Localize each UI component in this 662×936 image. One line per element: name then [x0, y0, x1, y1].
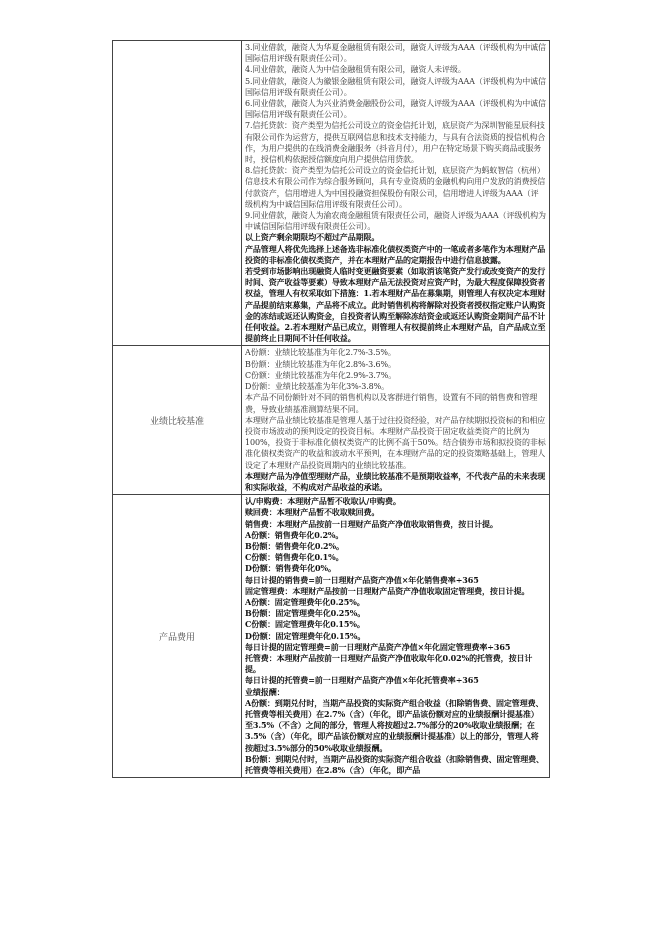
product-terms-table: [112, 40, 550, 778]
paragraph: D份额：业绩比较基准为年化3%-3.8%。: [245, 382, 390, 392]
paragraph: 4.同业借款，融资人为中信金融租赁有限公司，融资人未评级。: [245, 65, 466, 75]
paragraph: 本理财产品为净值型理财产品，业绩比较基准不是预期收益率，不代表产品的未来表现和实际收益，不构成对产品收益的承诺。: [245, 470, 546, 492]
paragraph: 以上资产剩余期限均不超过产品期限。: [245, 232, 380, 243]
paragraph: 固定管理费：本理财产品按前一日理财产品资产净值收取固定管理费，按日计提。: [245, 585, 530, 596]
paragraph: 认/申购费：本理财产品暂不收取认/申购费。: [245, 496, 401, 507]
paragraph: B份额：到期兑付时，当期产品投资的实际资产组合收益（扣除销售费、固定管理费、托管费等相关费用）在2.8%（含）（年化，即产品: [245, 753, 544, 775]
paragraph: 销售费：本理财产品按前一日理财产品资产净值收取销售费，按日计提。: [245, 518, 498, 529]
paragraph: 业绩报酬：: [245, 686, 285, 697]
paragraph: B份额：固定管理费年化0.25%。: [245, 608, 366, 619]
paragraph: C份额：业绩比较基准为年化2.9%-3.7%。: [245, 370, 397, 380]
paragraph: 每日计提的销售费=前一日理财产品资产净值×年化销售费率÷365: [245, 574, 479, 585]
paragraph: 8.信托贷款：资产类型为信托公司设立的资金信托计划，底层资产为蚂蚁智信（杭州）信息技术有限公司作为综合服务顾问，具有专业资质的金融机构向用户发放的消费授信付款资产，信用增进人为中国投融资担保股份有限公司，信用增进人评级为AAA（评级机构为中诚信国际信用评级有限责任公司）。: [245, 166, 546, 209]
paragraph: 本理财产品业绩比较基准是管理人基于过往投资经验，对产品存续期拟投资标的和相应投资市场波动的预判设定的投资目标。本理财产品投资于固定收益类资产的比例为100%，投资于非标准化债权类资产的比例不高于50%。结合债券市场和拟投资的非标准化债权类资产的收益和波动水平预判，在本理财产品的定的投资策略基础上，管理人设定了本理财产品投资周期内的业绩比较基准。: [245, 415, 546, 470]
paragraph: 9.同业借款，融资人为渝农商金融租赁有限责任公司，融资人评级为AAA（评级机构为中诚信国际信用评级有限责任公司）。: [245, 211, 546, 232]
table-row: [113, 41, 550, 346]
row-content: [242, 495, 550, 778]
paragraph: 若受到市场影响出现融资人临时变更融资要素（如取消该笔资产发行或改变资产的发行时间、资产收益等要素）导致本理财产品无法投资对应资产时，为最大程度保障投资者权益，管理人有权采取如下措施：1.若本理财产品在募集期，则管理人有权决定本理财产品提前结束募集，产品将不成立。此时销售机构将解除对投资者授权指定账户认购资金的冻结或返还认购资金，自投资者认购至解除冻结资金或返还认购资金期间产品不计任何收益。2.若本理财产品已成立，则管理人有权提前终止本理财产品，自产品成立至提前终止日期间不计任何收益。: [245, 266, 546, 344]
paragraph: 赎回费：本理财产品暂不收取赎回费。: [245, 507, 380, 518]
paragraph: C份额：固定管理费年化0.15%。: [245, 619, 365, 630]
paragraph: 5.同业借款，融资人为徽银金融租赁有限公司，融资人评级为AAA（评级机构为中诚信国际信用评级有限责任公司）。: [245, 76, 546, 97]
table-row: [113, 346, 550, 495]
row-label: [113, 41, 242, 346]
paragraph: 每日计提的托管费=前一日理财产品资产净值×年化托管费率÷365: [245, 675, 479, 686]
paragraph: 每日计提的固定管理费=前一日理财产品资产净值×年化固定管理费率÷365: [245, 641, 511, 652]
paragraph: D份额：销售费年化0%。: [245, 563, 336, 574]
paragraph: A份额：销售费年化0.2%。: [245, 529, 344, 540]
paragraph: D份额：固定管理费年化0.15%。: [245, 630, 366, 641]
paragraph: C份额：销售费年化0.1%。: [245, 552, 344, 563]
row-content: [242, 346, 550, 495]
row-label: 产品费用: [113, 495, 242, 778]
paragraph: A份额：业绩比较基准为年化2.7%-3.5%。: [245, 348, 396, 358]
paragraph: 托管费：本理财产品按前一日理财产品资产净值收取年化0.02%的托管费，按日计提。: [245, 652, 533, 675]
paragraph: 7.信托贷款：资产类型为信托公司设立的资金信托计划，底层资产为深圳智能星辰科技有限公司作为运营方，提供互联网信息和技术支持能力，与具有合法资质的授信机构合作，为用户提供的在线消费金融服务（抖音月付），用户在特定场景下购买商品或服务时，授信机构依据授信额度向用户提供信用贷款。: [245, 121, 546, 165]
paragraph: 6.同业借款，融资人为兴业消费金融股份公司，融资人评级为AAA（评级机构为中诚信国际信用评级有限责任公司）。: [245, 99, 546, 120]
paragraph: A份额：固定管理费年化0.25%。: [245, 596, 365, 607]
table-row: [113, 495, 550, 778]
row-content: [242, 41, 550, 346]
row-label: 业绩比较基准: [113, 346, 242, 495]
paragraph: A份额：到期兑付时，当期产品投资的实际资产组合收益（扣除销售费、固定管理费、托管费等相关费用）在2.7%（含）（年化，即产品该份额对应的业绩报酬计提基准）至3.5%（不含）之间的部分，管理人将按超过2.7%部分的20%收取业绩报酬；在3.5%（含）（年化，即产品该份额对应的业绩报酬计提基准）以上的部分，管理人将按超过3.5%部分的50%收取业绩报酬。: [245, 697, 544, 753]
paragraph: B份额：业绩比较基准为年化2.8%-3.6%。: [245, 359, 396, 369]
paragraph: 产品管理人将优先选择上述备选非标准化债权类资产中的一笔或者多笔作为本理财产品投资的非标准化债权类资产，并在本理财产品的定期报告中进行信息披露。: [245, 243, 546, 265]
paragraph: 3.同业借款，融资人为华夏金融租赁有限公司，融资人评级为AAA（评级机构为中诚信国际信用评级有限责任公司）。: [245, 43, 546, 64]
paragraph: 本产品不同份额针对不同的销售机构以及客群进行销售，设置有不同的销售费和管理费，导致业绩基准测算结果不同。: [245, 393, 538, 414]
paragraph: B份额：销售费年化0.2%。: [245, 540, 344, 551]
